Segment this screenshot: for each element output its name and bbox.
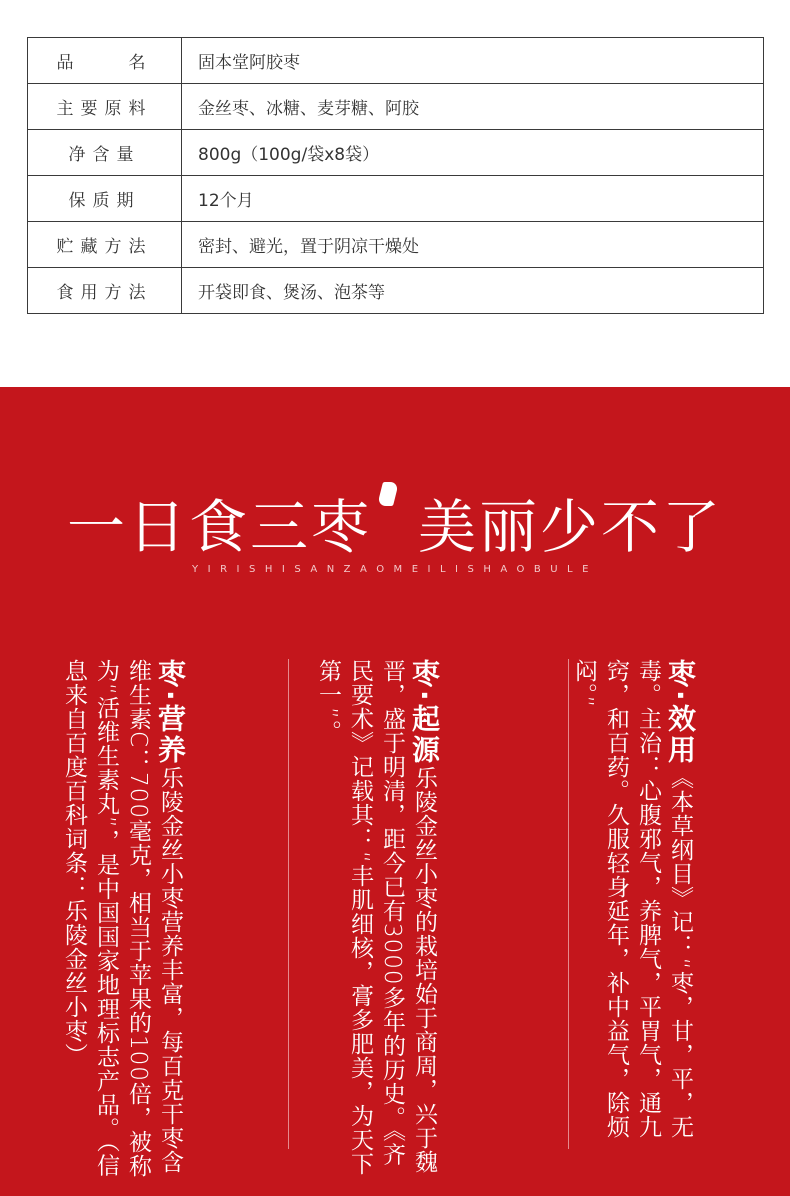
section-heading: 枣·效用	[664, 659, 697, 766]
spec-label-net-weight: 净含量	[28, 130, 182, 176]
spec-table	[27, 37, 764, 314]
comma-mark-icon	[377, 482, 399, 506]
divider	[568, 659, 569, 1149]
section-heading: 枣·起源	[408, 659, 441, 766]
spec-section	[0, 0, 790, 385]
section-text: 乐陵金丝小枣营养丰富，每百克干枣含维生素C：700毫克，相当于苹果的100倍，被称为“活维生素丸”，是中国国家地理标志产品。（信息来自百度百科词条：乐陵金丝小枣）	[61, 659, 183, 1178]
table-row	[28, 268, 764, 314]
spec-value-ingredients: 金丝枣、冰糖、麦芽糖、阿胶	[182, 84, 764, 130]
headline-left: 一日食三枣	[66, 493, 372, 561]
table-row	[28, 38, 764, 84]
table-row	[28, 176, 764, 222]
section-text: 《本草纲目》记：“枣，甘，平，无毒。主治：心腹邪气，养脾气，平胃气，通九窍，和百药。久服轻身延年，补中益气，除烦闷。”	[571, 659, 693, 1139]
spec-label-shelf-life: 保质期	[28, 176, 182, 222]
spec-label-usage: 食用方法	[28, 268, 182, 314]
headline-right: 美丽少不了	[418, 493, 724, 561]
headline	[0, 480, 790, 564]
spec-value-name: 固本堂阿胶枣	[182, 38, 764, 84]
spec-value-net-weight: 800g（100g/袋x8袋）	[182, 130, 764, 176]
section-text: 乐陵金丝小枣的栽培始于商周，兴于魏晋，盛于明清，距今已有3000多年的历史。《齐民要术》记载其：“丰肌细核，膏多肥美，为天下第一”。	[315, 659, 437, 1176]
spec-label-storage: 贮藏方法	[28, 222, 182, 268]
section-origin	[312, 659, 440, 1179]
section-efficacy	[568, 659, 696, 1179]
table-row	[28, 130, 764, 176]
divider	[288, 659, 289, 1149]
table-row	[28, 84, 764, 130]
pinyin-subtitle: YIRISHISANZAOMEILISHAOBULE	[192, 564, 598, 575]
spec-label-ingredients: 主要原料	[28, 84, 182, 130]
section-heading: 枣·营养	[154, 659, 187, 766]
spec-value-usage: 开袋即食、煲汤、泡茶等	[182, 268, 764, 314]
spec-value-shelf-life: 12个月	[182, 176, 764, 222]
jujube-banner	[0, 387, 790, 1196]
table-row	[28, 222, 764, 268]
spec-value-storage: 密封、避光，置于阴凉干燥处	[182, 222, 764, 268]
section-nutrition	[58, 659, 186, 1179]
spec-label-name: 品 名	[28, 38, 182, 84]
